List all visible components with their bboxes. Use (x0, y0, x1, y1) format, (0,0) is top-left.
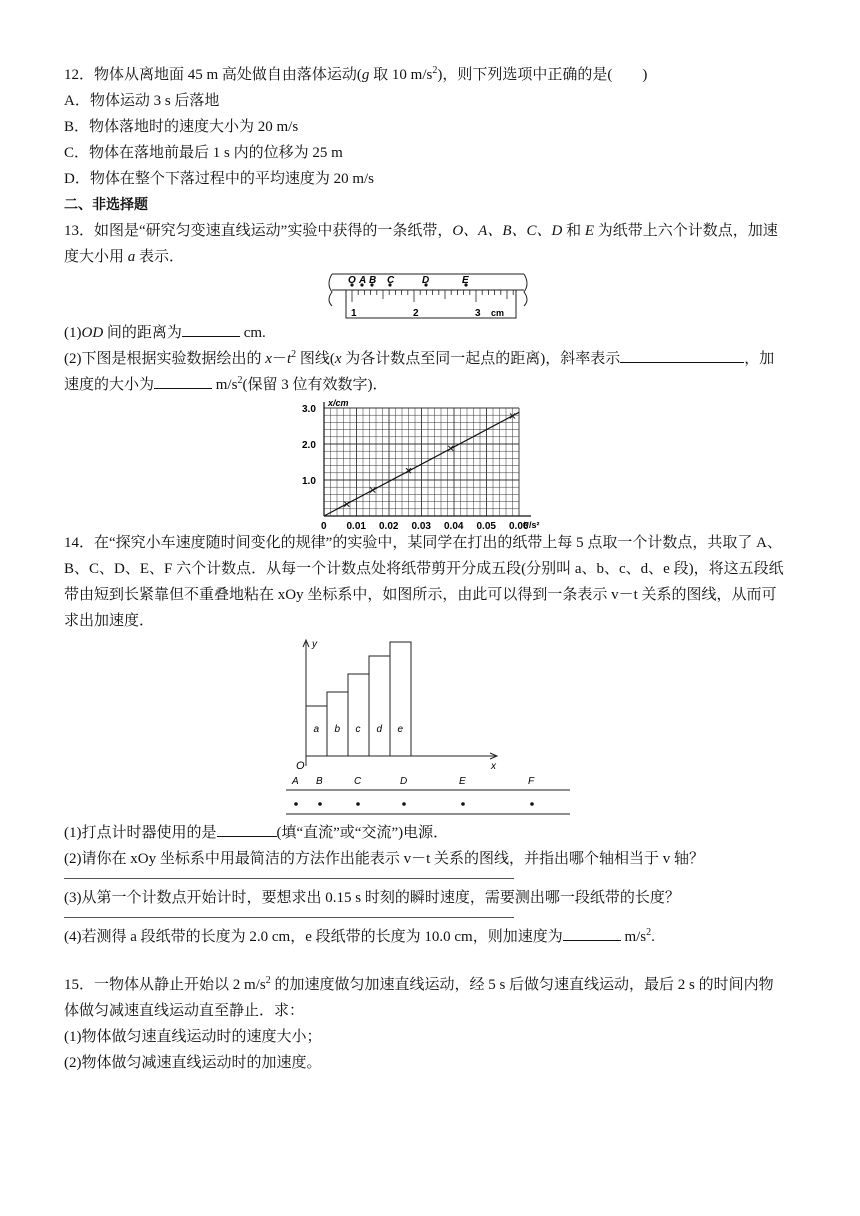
tape-ruler-svg (64, 270, 796, 320)
q13-sup: 2 (237, 375, 243, 386)
answer-blank[interactable] (563, 926, 621, 941)
q13-a: a (127, 249, 136, 265)
q14-sub1-text: (填“直流”或“交流”)电源． (276, 825, 449, 841)
chart-y-tick-label: 3.0 (302, 404, 316, 415)
q13-sub2-line2 (64, 372, 796, 398)
tape-label-a: A (359, 275, 367, 286)
q12-option-c: C．物体在落地前最后 1 s 内的位移为 25 m (64, 145, 343, 161)
chart-y-tick-label: 1.0 (302, 476, 316, 487)
q13-sub2-text: m/s (212, 377, 238, 393)
tape-right-edge (524, 274, 527, 306)
q14-figure (64, 634, 796, 820)
answer-blank[interactable] (182, 322, 240, 337)
q14-sub4-text: (4)若测得 a 段纸带的长度为 2.0 cm，e 段纸带的长度为 10.0 cm，则加速度为 (64, 929, 563, 945)
answer-blank[interactable] (620, 348, 744, 363)
q12-option-d: D．物体在整个下落过程中的平均速度为 20 m/s (64, 171, 375, 187)
bar-label: a (313, 724, 320, 735)
q13-sub2 (64, 346, 796, 372)
q12-stem-text: 取 10 m/s (369, 67, 433, 83)
chart-x-tick-label: 0.02 (379, 521, 399, 530)
section-heading: 二、非选择题 (64, 197, 148, 213)
tape-label-e: E (462, 275, 469, 286)
tape-segment-bar (348, 674, 369, 756)
tape-segment-bar (369, 656, 390, 756)
q13-t: t (286, 351, 292, 367)
answer-line[interactable] (64, 872, 514, 879)
q15-sup: 2 (265, 975, 271, 986)
q14-stem-3: 带由短到长紧靠但不重叠地粘在 xOy 坐标系中，如图所示，由此可以得到一条表示 v－t 关系的图线，从而可 (64, 587, 777, 603)
q14-sup: 2 (646, 927, 652, 938)
q15-text: 的加速度做匀加速直线运动，经 5 s 后做匀速直线运动，最后 2 s 的时间内物 (270, 977, 774, 993)
q13-sup: 2 (291, 349, 297, 360)
q14-sub4-text: . (651, 929, 655, 945)
chart-x-tick-label: 0.03 (411, 521, 431, 530)
tape-point-label: D (400, 776, 408, 787)
q13-sub1-text: cm. (239, 325, 266, 341)
q12-stem-text: 12．物体从离地面 45 m 高处做自由落体运动( (64, 67, 362, 83)
q13-stem-2 (64, 244, 796, 270)
tape-points (291, 776, 535, 806)
q13-sub1 (64, 320, 796, 346)
tape-point-dot (530, 802, 534, 806)
q12-option-b: B．物体落地时的速度大小为 20 m/s (64, 119, 299, 135)
data-point (344, 502, 349, 507)
ruler-unit: cm (491, 308, 505, 318)
ruler-num-3: 3 (475, 308, 481, 319)
chart-y-label: x/cm (328, 398, 349, 408)
tape-point-dot (356, 802, 360, 806)
q12-stem (64, 62, 796, 88)
q15-sub1: (1)物体做匀速直线运动时的速度大小； (64, 1029, 322, 1045)
q13-sub2-text: (2)下图是根据实验数据绘出的 (64, 351, 266, 367)
chart-x-tick-label: 0.04 (444, 521, 464, 530)
q13-od: OD (81, 325, 104, 341)
q13-x: x (334, 351, 342, 367)
q14-sub1 (64, 820, 796, 846)
q15-text: 15．一物体从静止开始以 2 m/s (64, 977, 266, 993)
data-point (370, 488, 375, 493)
tape-label-b: B (369, 275, 377, 286)
q13-sub1-text: (1) (64, 325, 82, 341)
tape-point-label: F (528, 776, 535, 787)
q14-sub4 (64, 924, 796, 950)
tape-point-dot (294, 802, 298, 806)
tape-segment-bar (390, 642, 411, 756)
bar-label: e (397, 724, 404, 735)
tape-point-dot (318, 802, 322, 806)
chart-x-label: t²/s² (523, 520, 540, 530)
chart-x-tick-label: 0.01 (346, 521, 366, 530)
tape-label-o: O (348, 275, 356, 286)
q15-stem-1 (64, 972, 796, 998)
y-axis-label: y (312, 639, 317, 650)
q13-sub1-text: 间的距离为 (103, 325, 182, 341)
q13-tape-figure (64, 270, 796, 320)
q13-points: O、A、B、C、D (452, 223, 563, 239)
q13-sub2-text: 为各计数点至同一起点的距离)，斜率表示 (341, 351, 621, 367)
answer-line[interactable] (64, 911, 514, 918)
x-axis-label: x (491, 761, 496, 772)
bar-label: b (334, 724, 341, 735)
tape-label-d: D (422, 275, 430, 286)
q14-sub1-text: (1)打点计时器使用的是 (64, 825, 217, 841)
ruler-ticks (352, 290, 513, 302)
q14-stem-2: B、C、D、E、F 六个计数点．从每一个计数点处将纸带剪开分成五段(分别叫 a、b、c、d、e 段)，将这五段纸 (64, 561, 784, 577)
q14-sub3: (3)从第一个计数点开始计时，要想求出 0.15 s 时刻的瞬时速度，需要测出哪一段纸带的长度？ (64, 890, 680, 906)
q14-stem-4: 求出加速度． (64, 613, 155, 629)
q13-text: 度大小用 (64, 249, 128, 265)
q13-x: x (265, 351, 272, 367)
q12-option-a: A．物体运动 3 s 后落地 (64, 93, 220, 109)
tape-point-label: A (292, 776, 299, 787)
q12-g-symbol: g (361, 67, 370, 83)
q12-sup: 2 (432, 65, 438, 76)
answer-blank[interactable] (154, 374, 212, 389)
chart-x-tick-label: 0.06 (509, 521, 529, 530)
bar-group (306, 642, 411, 756)
q13-sub2-text: 速度的大小为 (64, 377, 155, 393)
q15-sub2: (2)物体做匀减速直线运动时的加速度。 (64, 1055, 322, 1071)
tape-label-c: C (387, 275, 395, 286)
tape-point-label: B (316, 776, 323, 787)
q13-sub2-text: － (271, 351, 287, 367)
q14-sub4-text: m/s (620, 929, 647, 945)
q14-figure-svg (64, 634, 796, 820)
q13-sub2-text: ，加 (744, 351, 775, 367)
bar-label: d (376, 724, 383, 735)
worksheet (64, 62, 796, 1076)
tape-point-label: C (354, 776, 362, 787)
q13-sub2-text: 图线( (296, 351, 335, 367)
q14-sub2: (2)请你在 xOy 坐标系中用最简洁的方法作出能表示 v－t 关系的图线，并指出哪个轴相当于 v 轴？ (64, 851, 704, 867)
origin-label: O (296, 760, 305, 772)
chart-x-tick-label: 0 (321, 521, 327, 530)
q14-stem-1: 14．在“探究小车速度随时间变化的规律”的实验中，某同学在打出的纸带上每 5 点取一个计数点，共取了 A、 (64, 535, 782, 551)
ruler-num-1: 1 (351, 308, 357, 319)
q13-text: 13．如图是“研究匀变速直线运动”实验中获得的一条纸带， (64, 223, 453, 239)
chart-x-tick-label: 0.05 (476, 521, 496, 530)
answer-blank[interactable] (217, 822, 277, 837)
tape-point-dot (402, 802, 406, 806)
tape-left-edge (329, 274, 332, 306)
q12-stem-text: )，则下列选项中正确的是( ) (437, 67, 648, 83)
xt-chart-svg (64, 398, 796, 530)
q15-stem-2: 体做匀减速直线运动直至静止．求： (64, 1003, 305, 1019)
tape-point-dot (461, 802, 465, 806)
q13-e: E (584, 223, 595, 239)
bar-label: c (355, 724, 361, 735)
q13-text: 表示． (135, 249, 185, 265)
ruler-num-2: 2 (413, 308, 419, 319)
q13-text: 为纸带上六个计数点，加速 (594, 223, 778, 239)
chart-y-tick-label: 2.0 (302, 440, 316, 451)
q13-text: 和 (562, 223, 585, 239)
q13-sub2-text: (保留 3 位有效数字)． (242, 377, 388, 393)
tape-point-label: E (459, 776, 466, 787)
q13-stem (64, 218, 796, 244)
q13-chart (64, 398, 796, 530)
